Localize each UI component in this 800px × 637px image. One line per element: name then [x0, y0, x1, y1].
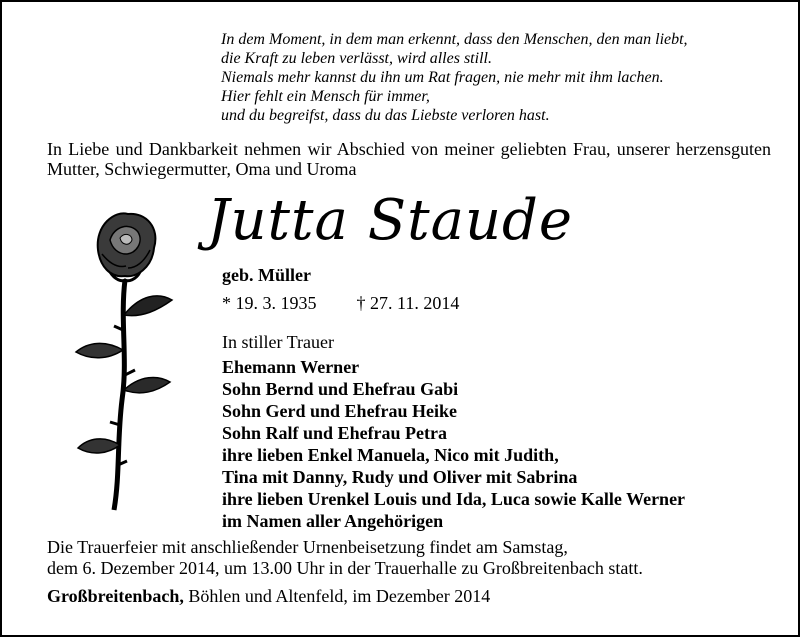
mourner-line: Tina mit Danny, Rudy und Oliver mit Sabrina: [222, 467, 578, 487]
mourner-line: Ehemann Werner: [222, 357, 360, 377]
mourner-line: Sohn Bernd und Ehefrau Gabi: [222, 379, 459, 399]
poem: [221, 30, 688, 125]
poem-line: Hier fehlt ein Mensch für immer,: [221, 88, 430, 105]
intro-text: In Liebe und Dankbarkeit nehmen wir Abschied von meiner geliebten Frau, unserer herzensguten Mutter, Schwiegermutter, Oma und Uroma: [47, 139, 771, 179]
mourning-label: In stiller Trauer: [222, 332, 334, 352]
poem-line: die Kraft zu leben verlässt, wird alles still.: [221, 50, 492, 67]
closing-rest: Böhlen und Altenfeld, im Dezember 2014: [183, 586, 491, 606]
funeral-line: Die Trauerfeier mit anschließender Urnenbeisetzung findet am Samstag,: [47, 537, 568, 557]
mourner-line: ihre lieben Urenkel Louis und Ida, Luca sowie Kalle Werner: [222, 489, 686, 509]
poem-line: Niemals mehr kannst du ihn um Rat fragen, nie mehr mit ihm lachen.: [221, 69, 664, 86]
poem-line: und du begreifst, dass du das Liebste verloren hast.: [221, 107, 550, 124]
mourners-list: [222, 356, 685, 532]
closing-line: [47, 585, 490, 607]
birth-date: * 19. 3. 1935: [222, 293, 317, 313]
deceased-name: Jutta Staude: [207, 188, 574, 253]
rose-icon: [70, 210, 180, 514]
death-date: † 27. 11. 2014: [356, 293, 460, 313]
poem-line: In dem Moment, in dem man erkennt, dass den Menschen, den man liebt,: [221, 31, 688, 48]
birth-name: geb. Müller: [222, 265, 311, 285]
funeral-line: dem 6. Dezember 2014, um 13.00 Uhr in der Trauerhalle zu Großbreitenbach statt.: [47, 558, 643, 578]
mourner-line: Sohn Ralf und Ehefrau Petra: [222, 423, 448, 443]
mourner-line: im Namen aller Angehörigen: [222, 511, 444, 531]
life-dates: [222, 292, 459, 314]
funeral-info: [47, 537, 643, 579]
mourner-line: ihre lieben Enkel Manuela, Nico mit Judith,: [222, 445, 559, 465]
mourner-line: Sohn Gerd und Ehefrau Heike: [222, 401, 458, 421]
closing-place: Großbreitenbach,: [47, 586, 184, 606]
